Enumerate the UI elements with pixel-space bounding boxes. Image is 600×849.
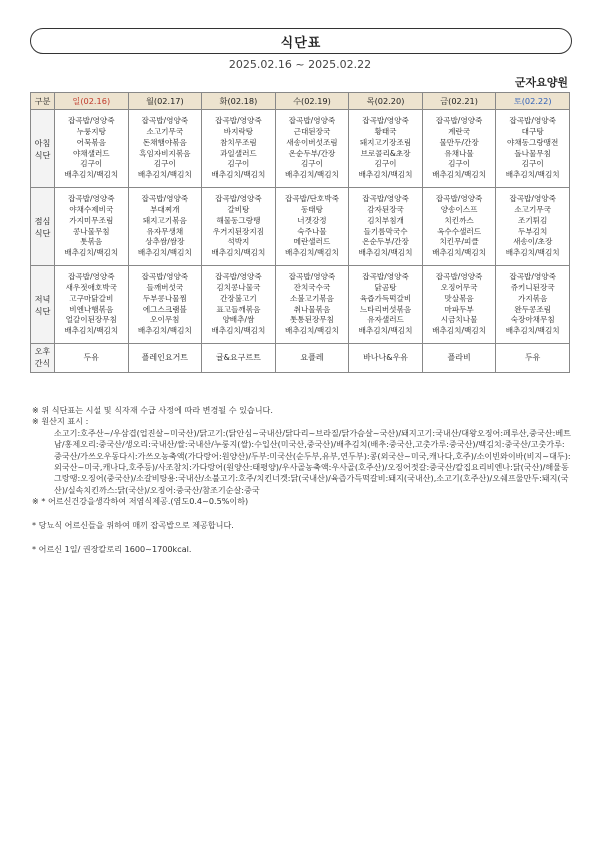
menu-item: 잡곡밥/영양죽 — [215, 272, 262, 282]
menu-item: 돌나물무침 — [514, 148, 552, 158]
menu-item: 들기름막국수 — [363, 226, 408, 236]
menu-item: 배추김치/백김치 — [64, 247, 119, 257]
menu-item: 우거지된장지짐 — [212, 226, 265, 236]
menu-item: 갈비탕 — [227, 205, 250, 215]
menu-item: 간장불고기 — [220, 293, 257, 303]
menu-cell-tuesday — [202, 266, 276, 344]
day-header-friday: 금(02.21) — [422, 93, 496, 110]
menu-item: 김구이 — [80, 159, 103, 169]
menu-cell-friday — [422, 344, 496, 373]
menu-item: 두유 — [524, 352, 541, 362]
menu-item: 배추김치/백김치 — [432, 247, 487, 257]
menu-cell-thursday — [349, 110, 423, 188]
menu-item: 잡곡밥/영양죽 — [435, 194, 483, 204]
menu-item: 돼지고기장조림 — [359, 137, 412, 147]
menu-item: 두부김치 — [518, 226, 548, 236]
row-label — [31, 110, 55, 188]
menu-item: 귤&요구르트 — [215, 352, 261, 362]
menu-item: 완두콩조림 — [514, 304, 552, 314]
menu-item: 배추김치/백김치 — [285, 247, 339, 257]
menu-item: 유자무생채 — [146, 226, 184, 236]
menu-item: 배추김치/백김치 — [137, 247, 192, 257]
menu-item: 플레인요거트 — [141, 352, 189, 362]
menu-item: 잡곡밥/영양죽 — [362, 272, 409, 282]
menu-item: 잡곡밥/영양죽 — [509, 194, 556, 204]
menu-item: 메란샐러드 — [293, 237, 331, 247]
menu-item: 배추김치/백김치 — [211, 325, 266, 335]
menu-cell-friday — [422, 188, 496, 266]
menu-item: 유자샐러드 — [367, 315, 404, 325]
note-origin-heading: ※ 원산지 표시 : — [32, 416, 89, 427]
menu-item: 배추김치/백김치 — [358, 169, 413, 179]
menu-item: 육즙가득떡갈비 — [359, 293, 412, 303]
menu-item: 야채동그랑땡전 — [507, 137, 559, 147]
menu-cell-wednesday — [275, 110, 349, 188]
menu-item: 배추김치/백김치 — [211, 169, 266, 179]
menu-item: 잡곡밥/영양죽 — [509, 116, 556, 126]
weekly-menu-table — [30, 92, 570, 373]
day-header-sunday: 일(02.16) — [55, 93, 129, 110]
row-label-text: 식단 — [34, 227, 51, 238]
menu-item: 어묵볶음 — [76, 137, 106, 147]
menu-cell-friday — [422, 266, 496, 344]
day-header-monday: 월(02.17) — [128, 93, 202, 110]
menu-item: 잡곡밥/영양죽 — [509, 272, 556, 282]
menu-item: 오징어무국 — [440, 283, 478, 293]
menu-item: 근대된장국 — [293, 127, 331, 137]
menu-item: 들깨버섯국 — [146, 283, 184, 293]
menu-item: 대구탕 — [521, 127, 544, 137]
menu-item: 맛살볶음 — [444, 293, 474, 303]
menu-item: 온순두부/간장 — [288, 148, 336, 158]
menu-item: 야채수제비국 — [69, 205, 114, 215]
menu-item: 요플레 — [300, 352, 324, 362]
menu-item: 가지미무조림 — [69, 215, 114, 225]
day-header-saturday: 토(02.22) — [496, 93, 570, 110]
page-title: 식단표 — [280, 35, 322, 51]
menu-item: 플라비 — [447, 352, 471, 362]
menu-item: 소고기무국 — [514, 205, 552, 215]
note-calories: * 어르신 1일/ 권장칼로리 1600~1700kcal. — [32, 544, 192, 555]
menu-item: 배추김치/백김치 — [64, 325, 119, 335]
menu-cell-saturday — [496, 188, 570, 266]
menu-item: 배추김치/백김치 — [358, 247, 413, 257]
menu-cell-wednesday — [275, 266, 349, 344]
menu-cell-thursday — [349, 266, 423, 344]
menu-item: 배추김치/백김치 — [137, 169, 192, 179]
menu-item: 배추김치/백김치 — [505, 247, 560, 257]
menu-item: 부대찌개 — [150, 205, 180, 215]
menu-item: 치킨까스 — [444, 215, 474, 225]
menu-item: 김구이 — [521, 159, 544, 169]
menu-item: 잡곡밥/영양죽 — [435, 272, 483, 282]
row-label — [31, 188, 55, 266]
menu-cell-monday — [128, 110, 202, 188]
menu-item: 배추김치/백김치 — [505, 169, 560, 179]
row-label-text: 식단 — [34, 305, 51, 316]
menu-item: 시금치나물 — [440, 315, 478, 325]
note-low-salt: ※ * 어르신건강을생각하여 저염식제공.(염도0.4~0.5%이하) — [32, 496, 249, 507]
menu-item: 톳통된장무침 — [289, 315, 334, 325]
menu-item: 김구이 — [300, 159, 323, 169]
menu-cell-sunday — [55, 110, 129, 188]
menu-item: 잡곡밥/영양죽 — [141, 116, 189, 126]
menu-cell-sunday — [55, 266, 129, 344]
menu-cell-saturday — [496, 344, 570, 373]
menu-item: 잡곡밥/영양죽 — [215, 194, 262, 204]
menu-cell-monday — [128, 344, 202, 373]
menu-item: 잡곡밥/영양죽 — [435, 116, 483, 126]
menu-item: 두부콩나물찜 — [142, 293, 187, 303]
menu-item: 소불고기볶음 — [289, 293, 334, 303]
menu-item: 새송이버섯조림 — [286, 137, 338, 147]
menu-item: 옥수수샐러드 — [437, 226, 482, 236]
menu-item: 잡곡밥/영양죽 — [215, 116, 262, 126]
menu-item: 김치부침개 — [367, 215, 404, 225]
menu-item: 새우젓애호박국 — [65, 283, 117, 293]
menu-item: 온순두부/간장 — [362, 237, 409, 247]
row-label-text: 점심 — [34, 215, 51, 226]
date-range: 2025.02.16 ~ 2025.02.22 — [228, 58, 372, 71]
menu-item: 돈채햄야볶음 — [142, 137, 187, 147]
menu-item: 비엔나햄볶음 — [69, 304, 114, 314]
menu-cell-tuesday — [202, 110, 276, 188]
menu-item: 잡곡밥/영양죽 — [362, 194, 409, 204]
menu-cell-thursday — [349, 344, 423, 373]
day-header-tuesday: 화(02.18) — [202, 93, 276, 110]
menu-cell-wednesday — [275, 188, 349, 266]
menu-item: 배추김치/백김치 — [432, 169, 487, 179]
breakfast-row — [31, 110, 570, 188]
menu-item: 잡곡밥/영양죽 — [288, 116, 336, 126]
notes-section — [32, 405, 572, 555]
facility-name: 군자요양원 — [514, 76, 568, 89]
menu-cell-tuesday — [202, 188, 276, 266]
day-header-thursday: 목(02.20) — [349, 93, 423, 110]
lunch-row — [31, 188, 570, 266]
snack-row — [31, 344, 570, 373]
menu-cell-monday — [128, 188, 202, 266]
menu-item: 소고기무국 — [146, 127, 184, 137]
row-label-text: 오후 — [34, 347, 51, 356]
dinner-row — [31, 266, 570, 344]
menu-item: 얼갈이된장무침 — [65, 315, 117, 325]
menu-cell-saturday — [496, 266, 570, 344]
menu-item: 쥬키니된장국 — [510, 283, 555, 293]
menu-item: 배추김치/백김치 — [432, 325, 487, 335]
menu-item: 너겟강정 — [297, 215, 327, 225]
corner-header: 구분 — [31, 93, 55, 110]
note-change-notice: ※ 위 식단표는 시설 및 식자재 수급 사정에 따라 변경될 수 있습니다. — [32, 405, 273, 415]
menu-item: 참치무조림 — [220, 137, 257, 147]
menu-item: 김치콩나물국 — [216, 283, 261, 293]
menu-item: 브로콜리&초장 — [360, 148, 411, 158]
menu-item: 동태탕 — [300, 205, 323, 215]
menu-item: 두유 — [83, 352, 100, 362]
menu-item: 상추쌈/쌈장 — [145, 237, 185, 247]
note-diabetic: * 당뇨식 어르신들을 위하여 매끼 잡곡밥으로 제공합니다. — [32, 519, 234, 530]
menu-item: 잡곡밥/영양죽 — [67, 194, 115, 204]
menu-item: 잡곡밥/영양죽 — [67, 116, 115, 126]
menu-item: 배추김치/백김치 — [505, 325, 560, 335]
menu-item: 흑임자비지볶음 — [139, 148, 191, 158]
menu-item: 느타리버섯볶음 — [359, 304, 412, 314]
menu-cell-sunday — [55, 188, 129, 266]
menu-item: 물만두/간장 — [439, 137, 479, 147]
menu-item: 취나물볶음 — [293, 304, 331, 314]
menu-item: 과일샐러드 — [220, 148, 257, 158]
menu-item: 숙장아채무침 — [510, 315, 555, 325]
menu-item: 계란국 — [448, 127, 471, 137]
menu-cell-tuesday — [202, 344, 276, 373]
row-label — [31, 344, 55, 373]
menu-cell-thursday — [349, 188, 423, 266]
menu-item: 김구이 — [153, 159, 176, 169]
menu-item: 배추김치/백김치 — [285, 325, 339, 335]
menu-item: 가지볶음 — [518, 293, 548, 303]
menu-item: 톳볶음 — [80, 237, 103, 247]
table-header-row — [31, 93, 570, 110]
menu-item: 황태국 — [374, 127, 397, 137]
menu-item: 잡곡밥/영양죽 — [141, 194, 189, 204]
menu-item: 배추김치/백김치 — [211, 247, 266, 257]
menu-item: 배추김치/백김치 — [358, 325, 413, 335]
menu-cell-monday — [128, 266, 202, 344]
menu-item: 바지락탕 — [223, 127, 254, 137]
menu-item: 잡곡밥/단호박죽 — [285, 194, 339, 204]
menu-item: 양배추/쌈 — [222, 315, 255, 325]
menu-item: 유채나물 — [444, 148, 474, 158]
menu-item: 김구이 — [374, 159, 397, 169]
menu-item: 김구이 — [227, 159, 250, 169]
menu-item: 배추김치/백김치 — [64, 169, 119, 179]
menu-item: 김구이 — [448, 159, 471, 169]
menu-item: 조기튀김 — [518, 215, 548, 225]
menu-item: 배추김치/백김치 — [285, 169, 339, 179]
menu-item: 야채샐러드 — [72, 148, 110, 158]
menu-item: 새송이/초장 — [513, 237, 553, 247]
menu-cell-friday — [422, 110, 496, 188]
menu-item: 잡곡밥/영양죽 — [362, 116, 409, 126]
menu-cell-saturday — [496, 110, 570, 188]
menu-item: 잡곡밥/영양죽 — [67, 272, 115, 282]
menu-item: 숙주나물 — [297, 226, 327, 236]
menu-item: 감자된장국 — [367, 205, 404, 215]
menu-item: 에그스크램블 — [142, 304, 187, 314]
row-label — [31, 266, 55, 344]
day-header-wednesday: 수(02.19) — [275, 93, 349, 110]
menu-item: 닭곰탕 — [374, 283, 397, 293]
menu-item: 잡곡밥/영양죽 — [141, 272, 189, 282]
note-origin-details: 소고기:호주산~/우삼겹(업진살~미국산)/닭고기:(닭안심~국내산/닭다리~브라질/닭가슴살~국산)/돼지고기:국내산/대왕오징어:페루산,중국산:베트남/홍제오리:중국산/생오리:국내산/쌀:국내산/누룽지(쌀):수입산(미국산,중국산)/배추김치(배추:중국산,고춧가루:중국산)/백김치:중국산/고춧가루:중국산/가쓰오우동다시:가쓰오농축액(가다랑어:원양산)/두부:미국산(순두부,유부,연두부):콩(외국산~미국,캐나다,호주)/소이빈와이바(비지~대두):외국산~미국,캐나다,호주등)/사조참치:가다랑어(원양산:태평양)/우사골농축액:우사골(호주산)/오징어젓갈:중국산/칼집요리비엔나:닭(국산)/해물동그랑땡:오징어(중국산)/소갈비탕용:국내산/소불고기:호주/치킨너겟:닭(국내산)/육즙가득떡갈비:돼지(국내산),소고기(호주산)/오쉐프물만두:돼지(국산)/실속치킨까스:닭(국산)/오징어:중국산/참조기순살:중국 — [54, 427, 571, 495]
row-label-text: 식단 — [34, 149, 51, 160]
menu-item: 석박지 — [227, 237, 250, 247]
row-label-text: 아침 — [34, 137, 51, 148]
menu-item: 콩나물무침 — [72, 226, 110, 236]
menu-title-banner — [30, 28, 572, 54]
menu-item: 누룽지탕 — [76, 127, 106, 137]
menu-item: 마파두부 — [444, 304, 474, 314]
row-label-text: 간식 — [34, 359, 51, 368]
menu-item: 배추김치/백김치 — [137, 325, 192, 335]
menu-item: 바나나&우유 — [363, 352, 408, 362]
menu-item: 양송이스프 — [440, 205, 478, 215]
menu-item: 고구마닭갈비 — [69, 293, 114, 303]
menu-item: 잡곡밥/영양죽 — [288, 272, 336, 282]
menu-item: 돼지고기볶음 — [142, 215, 187, 225]
menu-cell-wednesday — [275, 344, 349, 373]
menu-cell-sunday — [55, 344, 129, 373]
menu-item: 치킨무/피클 — [439, 237, 479, 247]
menu-item: 잔치국수국 — [293, 283, 331, 293]
menu-item: 표고들깨볶음 — [216, 304, 261, 314]
menu-item: 해물동그랑땡 — [216, 215, 261, 225]
menu-item: 오이무침 — [150, 315, 180, 325]
row-label-text: 저녁 — [34, 293, 51, 304]
